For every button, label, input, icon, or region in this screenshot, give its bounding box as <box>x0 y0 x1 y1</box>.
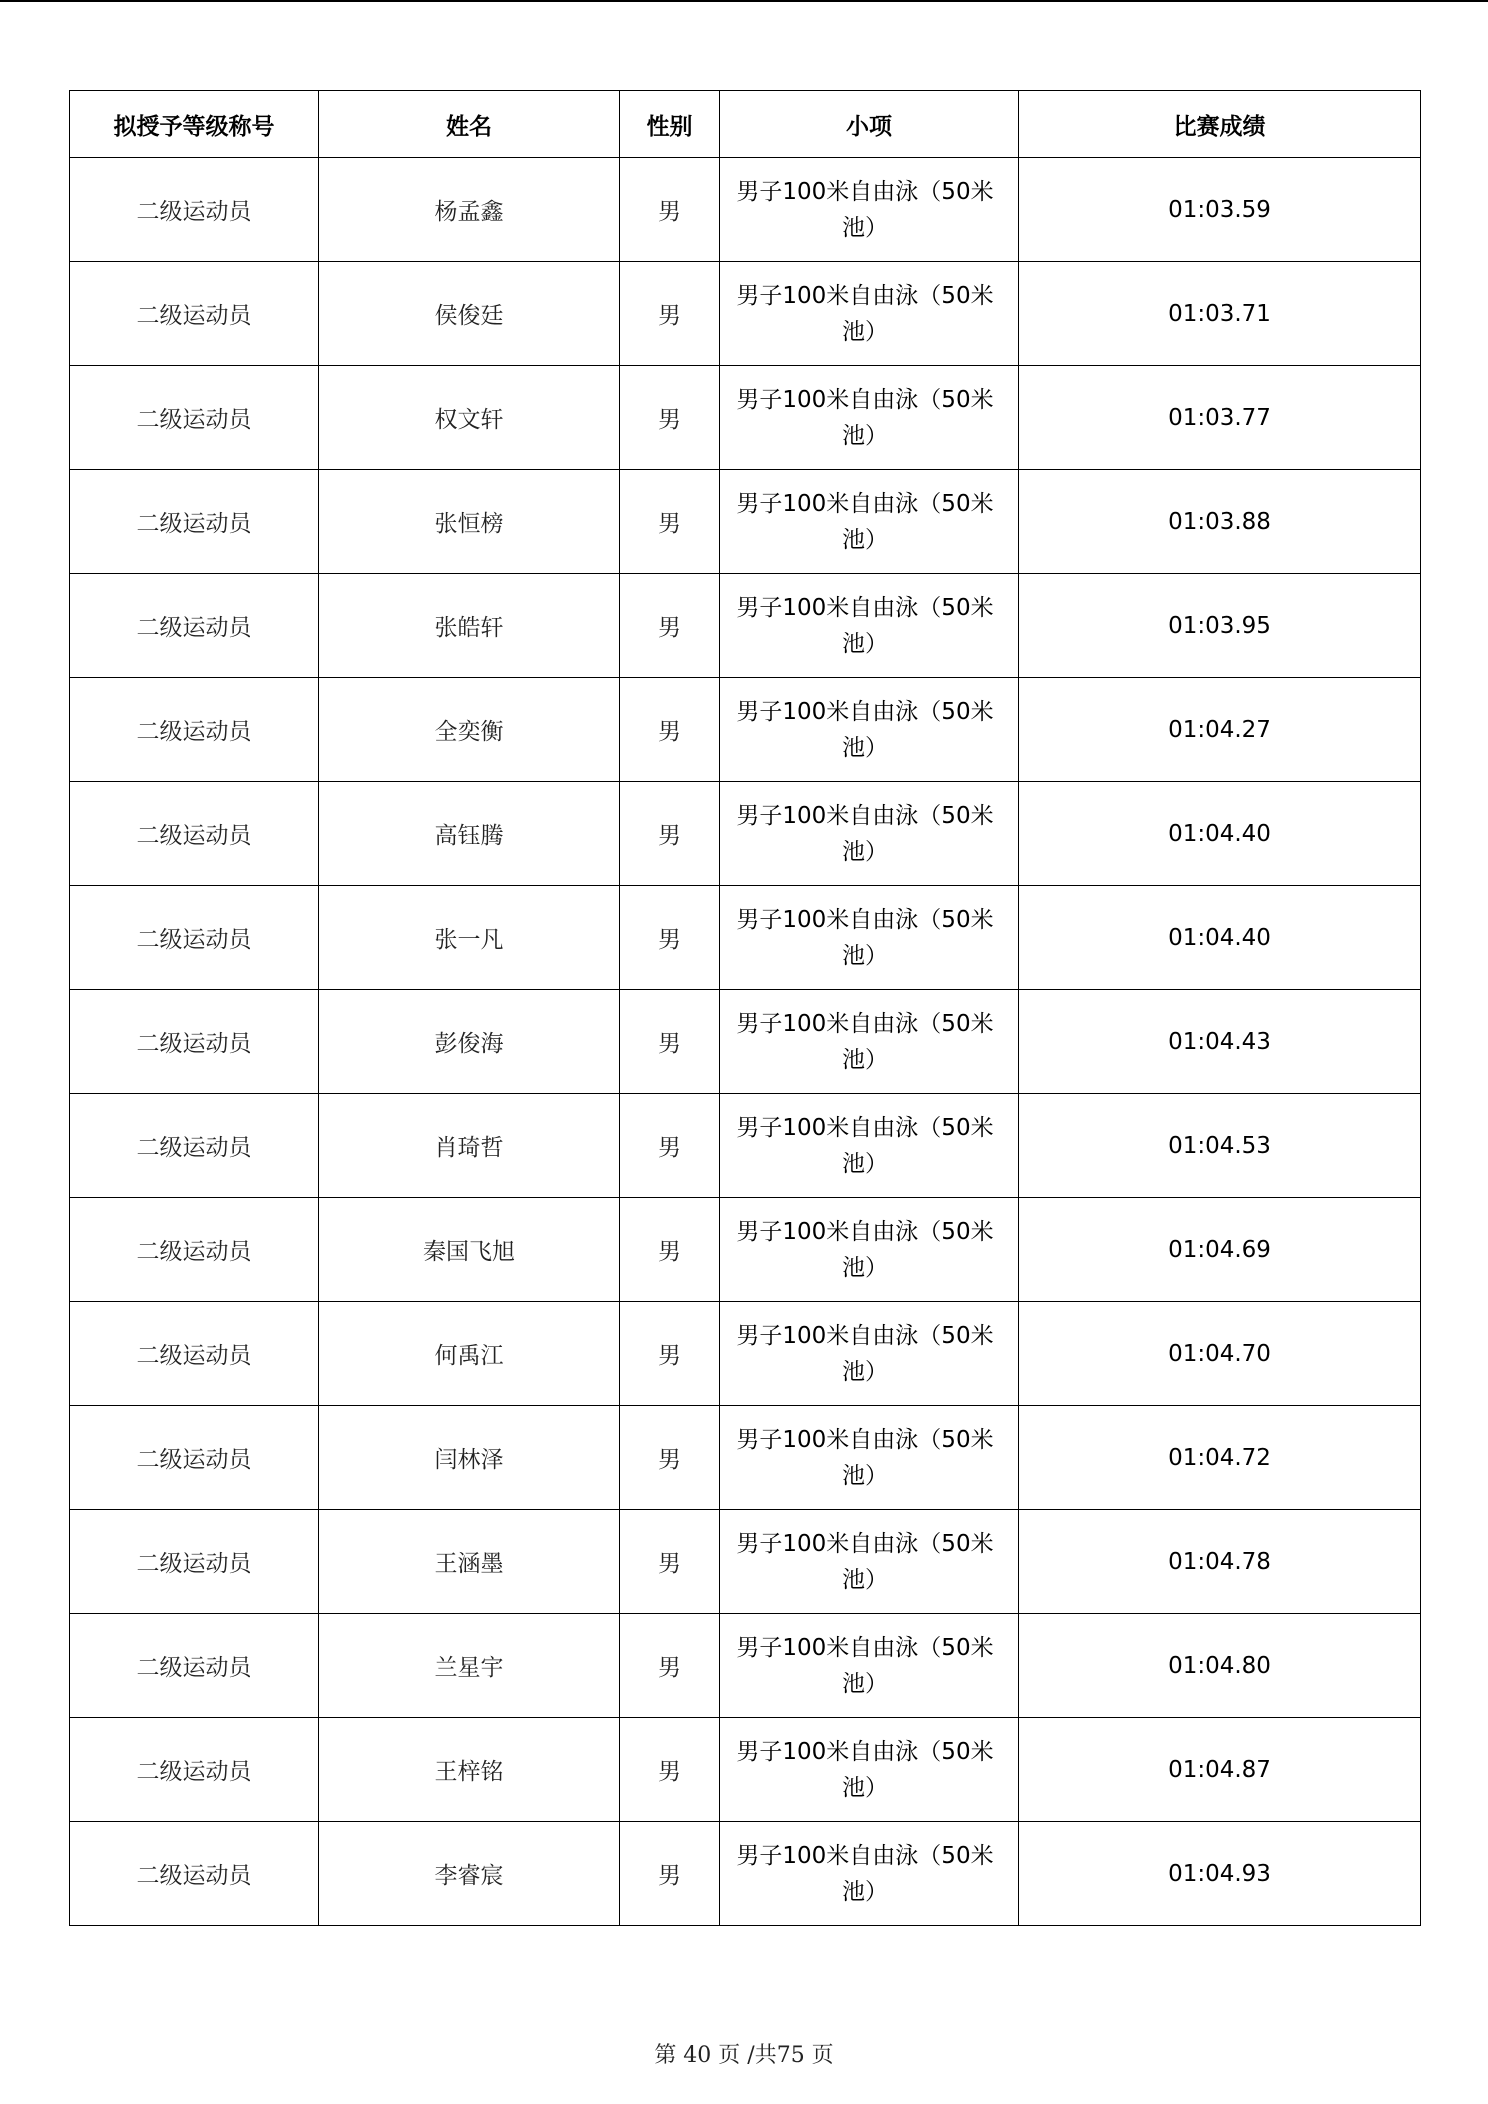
event-text: 男子100米自由泳（50米池） <box>736 1842 994 1905</box>
cell-result: 01:03.77 <box>1019 366 1421 470</box>
cell-gender: 男 <box>620 990 720 1094</box>
table-row <box>70 574 1421 678</box>
cell-name: 何禹江 <box>319 1302 620 1406</box>
cell-name: 张一凡 <box>319 886 620 990</box>
cell-result: 01:04.87 <box>1019 1718 1421 1822</box>
cell-name: 兰星宇 <box>319 1614 620 1718</box>
table-row <box>70 1406 1421 1510</box>
cell-result: 01:04.53 <box>1019 1094 1421 1198</box>
event-text: 男子100米自由泳（50米池） <box>736 1322 994 1385</box>
cell-grade: 二级运动员 <box>70 782 319 886</box>
table-row <box>70 1614 1421 1718</box>
cell-gender: 男 <box>620 366 720 470</box>
event-text: 男子100米自由泳（50米池） <box>736 1114 994 1177</box>
cell-name: 王梓铭 <box>319 1718 620 1822</box>
cell-name: 张恒榜 <box>319 470 620 574</box>
cell-grade: 二级运动员 <box>70 158 319 262</box>
cell-name: 闫林泽 <box>319 1406 620 1510</box>
cell-name: 全奕衡 <box>319 678 620 782</box>
cell-event <box>720 262 1019 366</box>
cell-name: 秦国飞旭 <box>319 1198 620 1302</box>
header-gender: 性别 <box>620 91 720 158</box>
cell-event <box>720 1198 1019 1302</box>
page-number-footer: 第 40 页 /共75 页 <box>654 2043 834 2068</box>
table-row <box>70 782 1421 886</box>
cell-grade: 二级运动员 <box>70 470 319 574</box>
header-event: 小项 <box>720 91 1019 158</box>
cell-gender: 男 <box>620 678 720 782</box>
cell-result: 01:03.95 <box>1019 574 1421 678</box>
cell-grade: 二级运动员 <box>70 678 319 782</box>
cell-name: 杨孟鑫 <box>319 158 620 262</box>
cell-name: 彭俊海 <box>319 990 620 1094</box>
cell-event <box>720 1718 1019 1822</box>
cell-result: 01:04.40 <box>1019 782 1421 886</box>
table-row <box>70 1094 1421 1198</box>
event-text: 男子100米自由泳（50米池） <box>736 1530 994 1593</box>
cell-gender: 男 <box>620 574 720 678</box>
event-text: 男子100米自由泳（50米池） <box>736 386 994 449</box>
cell-result: 01:04.78 <box>1019 1510 1421 1614</box>
cell-gender: 男 <box>620 782 720 886</box>
cell-grade: 二级运动员 <box>70 1718 319 1822</box>
header-grade: 拟授予等级称号 <box>70 91 319 158</box>
cell-gender: 男 <box>620 470 720 574</box>
event-text: 男子100米自由泳（50米池） <box>736 490 994 553</box>
cell-gender: 男 <box>620 1510 720 1614</box>
cell-name: 王涵墨 <box>319 1510 620 1614</box>
table-row <box>70 886 1421 990</box>
cell-grade: 二级运动员 <box>70 1510 319 1614</box>
table-row <box>70 366 1421 470</box>
event-text: 男子100米自由泳（50米池） <box>736 178 994 241</box>
cell-name: 张皓轩 <box>319 574 620 678</box>
cell-result: 01:04.72 <box>1019 1406 1421 1510</box>
cell-event <box>720 1822 1019 1926</box>
page-top-border <box>0 0 1488 2</box>
cell-grade: 二级运动员 <box>70 1198 319 1302</box>
event-text: 男子100米自由泳（50米池） <box>736 802 994 865</box>
table-row <box>70 1198 1421 1302</box>
cell-result: 01:04.69 <box>1019 1198 1421 1302</box>
cell-grade: 二级运动员 <box>70 1094 319 1198</box>
event-text: 男子100米自由泳（50米池） <box>736 1738 994 1801</box>
event-text: 男子100米自由泳（50米池） <box>736 698 994 761</box>
cell-gender: 男 <box>620 886 720 990</box>
cell-gender: 男 <box>620 1406 720 1510</box>
cell-event <box>720 1406 1019 1510</box>
cell-name: 高钰腾 <box>319 782 620 886</box>
cell-event <box>720 366 1019 470</box>
cell-result: 01:04.93 <box>1019 1822 1421 1926</box>
cell-event <box>720 1302 1019 1406</box>
table-row <box>70 1510 1421 1614</box>
table-row <box>70 470 1421 574</box>
cell-grade: 二级运动员 <box>70 1302 319 1406</box>
cell-gender: 男 <box>620 1094 720 1198</box>
cell-result: 01:03.59 <box>1019 158 1421 262</box>
cell-event <box>720 1614 1019 1718</box>
event-text: 男子100米自由泳（50米池） <box>736 1634 994 1697</box>
table-row <box>70 1302 1421 1406</box>
cell-event <box>720 886 1019 990</box>
cell-grade: 二级运动员 <box>70 1822 319 1926</box>
cell-name: 肖琦哲 <box>319 1094 620 1198</box>
cell-grade: 二级运动员 <box>70 262 319 366</box>
table-body <box>70 158 1421 1926</box>
cell-grade: 二级运动员 <box>70 366 319 470</box>
table-row <box>70 1822 1421 1926</box>
athlete-roster-table <box>69 90 1421 1926</box>
header-result: 比赛成绩 <box>1019 91 1421 158</box>
event-text: 男子100米自由泳（50米池） <box>736 1010 994 1073</box>
cell-gender: 男 <box>620 1614 720 1718</box>
table-row <box>70 1718 1421 1822</box>
cell-gender: 男 <box>620 262 720 366</box>
table-row <box>70 262 1421 366</box>
cell-gender: 男 <box>620 1302 720 1406</box>
cell-event <box>720 1510 1019 1614</box>
cell-event <box>720 678 1019 782</box>
cell-event <box>720 990 1019 1094</box>
cell-result: 01:04.43 <box>1019 990 1421 1094</box>
event-text: 男子100米自由泳（50米池） <box>736 906 994 969</box>
cell-result: 01:04.70 <box>1019 1302 1421 1406</box>
header-name: 姓名 <box>319 91 620 158</box>
event-text: 男子100米自由泳（50米池） <box>736 282 994 345</box>
cell-gender: 男 <box>620 1198 720 1302</box>
cell-gender: 男 <box>620 1822 720 1926</box>
cell-result: 01:04.40 <box>1019 886 1421 990</box>
event-text: 男子100米自由泳（50米池） <box>736 1218 994 1281</box>
table-header-row <box>70 91 1421 158</box>
cell-gender: 男 <box>620 158 720 262</box>
cell-result: 01:03.71 <box>1019 262 1421 366</box>
event-text: 男子100米自由泳（50米池） <box>736 1426 994 1489</box>
cell-event <box>720 782 1019 886</box>
cell-grade: 二级运动员 <box>70 1406 319 1510</box>
cell-event <box>720 574 1019 678</box>
cell-grade: 二级运动员 <box>70 990 319 1094</box>
event-text: 男子100米自由泳（50米池） <box>736 594 994 657</box>
cell-name: 侯俊廷 <box>319 262 620 366</box>
cell-grade: 二级运动员 <box>70 1614 319 1718</box>
cell-grade: 二级运动员 <box>70 574 319 678</box>
cell-grade: 二级运动员 <box>70 886 319 990</box>
cell-gender: 男 <box>620 1718 720 1822</box>
cell-result: 01:03.88 <box>1019 470 1421 574</box>
table-row <box>70 158 1421 262</box>
table-row <box>70 990 1421 1094</box>
cell-event <box>720 1094 1019 1198</box>
cell-event <box>720 158 1019 262</box>
cell-name: 权文轩 <box>319 366 620 470</box>
cell-event <box>720 470 1019 574</box>
table-row <box>70 678 1421 782</box>
cell-name: 李睿宸 <box>319 1822 620 1926</box>
cell-result: 01:04.27 <box>1019 678 1421 782</box>
cell-result: 01:04.80 <box>1019 1614 1421 1718</box>
